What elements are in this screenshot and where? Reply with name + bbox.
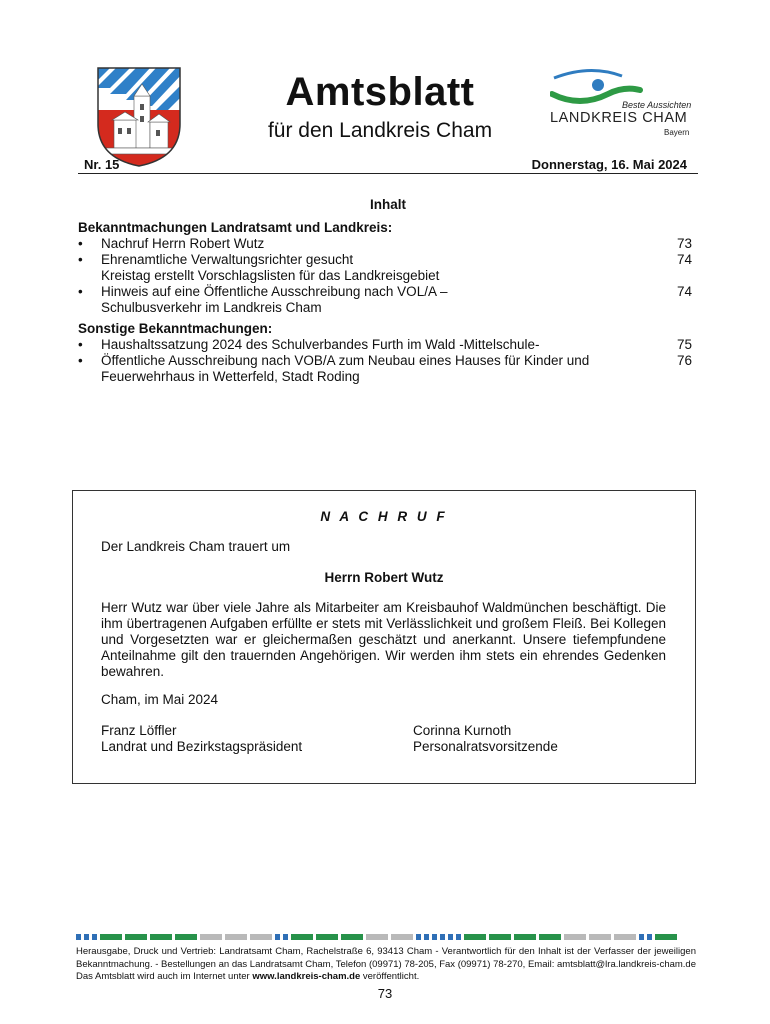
nachruf-place-date: Cham, im Mai 2024: [101, 692, 219, 707]
footer-imprint: [76, 946, 696, 984]
footer-imprint-text-end: veröffentlicht.: [360, 971, 420, 982]
stripe-segment: [489, 934, 511, 940]
signer-role: Personalratsvorsitzende: [413, 739, 558, 754]
bullet-icon: •: [78, 236, 83, 251]
toc-item-text-line2: Feuerwehrhaus in Wetterfeld, Stadt Roding: [101, 369, 360, 384]
footer-imprint-text: Herausgabe, Druck und Vertrieb: Landratsamt Cham, Rachelstraße 6, 93413 Cham - Verantwortlich für den Inhalt ist der Verfasser der jeweiligen Bekanntmachung. - Bestellungen an das Landratsamt Cham, Telefon (09971) 78-205, Fax (09971) 78-270, Email: amtsblatt@lra.landkreis-cham.de Das Amtsblatt wird auch im Internet unter: [76, 946, 696, 982]
signer-role: Landrat und Bezirkstagspräsident: [101, 739, 303, 754]
stripe-segment: [283, 934, 288, 940]
stripe-segment: [514, 934, 536, 940]
toc-item[interactable]: [78, 284, 698, 316]
logo-region: Bayern: [664, 128, 690, 137]
stripe-segment: [100, 934, 122, 940]
toc-item[interactable]: [78, 252, 698, 284]
stripe-segment: [391, 934, 413, 940]
toc-item[interactable]: [78, 236, 698, 252]
publication-subtitle: für den Landkreis Cham: [267, 119, 493, 142]
toc-item-text-line2: Schulbusverkehr im Landkreis Cham: [101, 300, 322, 315]
stripe-segment: [655, 934, 677, 940]
stripe-segment: [200, 934, 222, 940]
signer-name: Franz Löffler: [101, 723, 177, 738]
signature-block-2: [413, 723, 558, 755]
footer-color-stripe: [76, 934, 696, 940]
toc-item-page: 75: [676, 337, 692, 352]
toc-section-landratsamt: [78, 220, 698, 316]
page-number: 73: [377, 986, 393, 1001]
toc-item-text: Haushaltssatzung 2024 des Schulverbandes Furth im Wald -Mittelschule-: [101, 337, 540, 352]
toc-item[interactable]: [78, 337, 698, 353]
coat-of-arms-icon: [96, 66, 182, 168]
toc-section-sonstige: [78, 321, 698, 385]
issue-date: Donnerstag, 16. Mai 2024: [531, 157, 687, 172]
stripe-segment: [589, 934, 611, 940]
stripe-segment: [614, 934, 636, 940]
logo-name: LANDKREIS CHAM: [550, 110, 688, 126]
nachruf-body: Herr Wutz war über viele Jahre als Mitarbeiter am Kreisbauhof Waldmünchen beschäftigt. Die ihm übertragenen Aufgaben erfüllte er stets mit Verlässlichkeit und großem Fleiß. Bei Kollegen und Vorgesetzten war er gleichermaßen geschätzt und anerkannt. Unsere tiefempfundene Anteilnahme gilt den trauernden Angehörigen. Wir werden ihm stets ein ehrendes Gedenken bewahren.: [101, 600, 666, 679]
stripe-segment: [416, 934, 421, 940]
toc-item-page: 74: [676, 252, 692, 267]
stripe-segment: [175, 934, 197, 940]
stripe-segment: [275, 934, 280, 940]
stripe-segment: [316, 934, 338, 940]
stripe-segment: [291, 934, 313, 940]
toc-item[interactable]: [78, 353, 698, 385]
publication-title: Amtsblatt: [285, 70, 475, 114]
stripe-segment: [464, 934, 486, 940]
stripe-segment: [250, 934, 272, 940]
stripe-segment: [84, 934, 89, 940]
stripe-segment: [424, 934, 429, 940]
toc-item-text: Öffentliche Ausschreibung nach VOB/A zum Neubau eines Hauses für Kinder und: [101, 353, 590, 368]
logo-tagline: Beste Aussichten: [622, 100, 692, 110]
nachruf-heading: N A C H R U F: [320, 509, 448, 524]
bullet-icon: •: [78, 284, 83, 299]
stripe-segment: [564, 934, 586, 940]
landkreis-cham-logo: [544, 68, 694, 142]
stripe-segment: [341, 934, 363, 940]
toc-item-text: Nachruf Herrn Robert Wutz: [101, 236, 265, 251]
stripe-segment: [150, 934, 172, 940]
stripe-segment: [92, 934, 97, 940]
header-divider: [78, 173, 698, 174]
signature-block-1: [101, 723, 302, 755]
signer-name: Corinna Kurnoth: [413, 723, 512, 738]
stripe-segment: [448, 934, 453, 940]
stripe-segment: [125, 934, 147, 940]
toc-item-text: Ehrenamtliche Verwaltungsrichter gesucht: [101, 252, 354, 267]
stripe-segment: [456, 934, 461, 940]
toc-section-heading: Sonstige Bekanntmachungen:: [78, 321, 273, 336]
stripe-segment: [639, 934, 644, 940]
stripe-segment: [539, 934, 561, 940]
nachruf-intro: Der Landkreis Cham trauert um: [101, 539, 291, 554]
stripe-segment: [647, 934, 652, 940]
bullet-icon: •: [78, 353, 83, 368]
stripe-segment: [225, 934, 247, 940]
toc-item-page: 76: [676, 353, 692, 368]
toc-item-page: 73: [676, 236, 692, 251]
footer-website-link[interactable]: www.landkreis-cham.de: [252, 971, 361, 982]
toc-item-text-line2: Kreistag erstellt Vorschlagslisten für das Landkreisgebiet: [101, 268, 440, 283]
bullet-icon: •: [78, 337, 83, 352]
stripe-segment: [366, 934, 388, 940]
toc-title: Inhalt: [370, 197, 406, 212]
toc-item-text: Hinweis auf eine Öffentliche Ausschreibung nach VOL/A –: [101, 284, 448, 299]
toc-item-page: 74: [676, 284, 692, 299]
stripe-segment: [432, 934, 437, 940]
stripe-segment: [76, 934, 81, 940]
nachruf-name: Herrn Robert Wutz: [324, 570, 444, 585]
bullet-icon: •: [78, 252, 83, 267]
stripe-segment: [440, 934, 445, 940]
toc-section-heading: Bekanntmachungen Landratsamt und Landkreis:: [78, 220, 393, 235]
issue-number: Nr. 15: [84, 157, 120, 172]
